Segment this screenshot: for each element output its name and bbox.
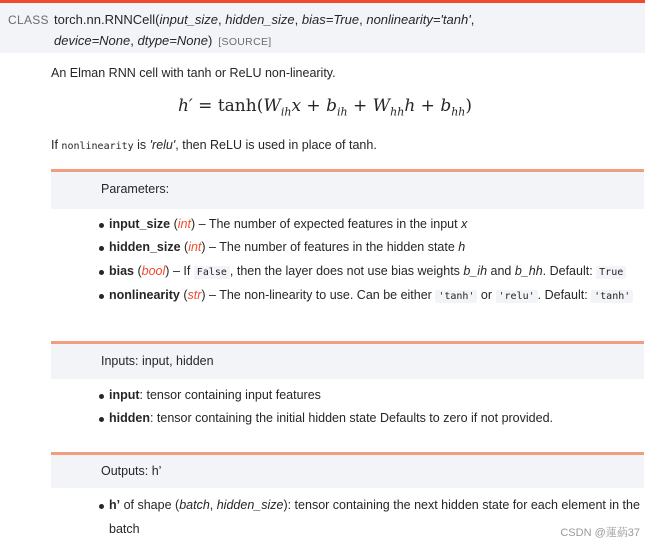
param-item-bias: bias (bool) – If False , then the layer does not use bias weights b_ih and b_hh. Default: True: [109, 264, 626, 278]
param-item-hidden-size: hidden_size (int) – The number of features in the hidden state h: [109, 240, 465, 254]
rnn-formula: $h' = \tanh(W_{ih}x + b_{ih} + W_{hh}h + b_{hh})$: [177, 96, 473, 119]
bullet-icon: [99, 504, 104, 509]
class-label: CLASS: [8, 13, 49, 27]
bullet-icon: [99, 223, 104, 228]
bullet-icon: [99, 394, 104, 399]
param-hidden-size: hidden_size: [225, 12, 295, 27]
parameters-label: Parameters:: [101, 182, 170, 196]
type-link[interactable]: bool: [141, 264, 166, 278]
inputs-list: [51, 379, 644, 439]
param-input-size: input_size: [159, 12, 219, 27]
class-signature: [0, 0, 645, 53]
param-bias: bias=True: [301, 12, 360, 27]
outputs-list: [51, 488, 644, 543]
signature-line-2: device=None, dtype=None) [SOURCE]: [54, 33, 272, 48]
relu-note: If nonlinearity is 'relu', then ReLU is used in place of tanh.: [51, 138, 377, 152]
parameters-header: [51, 169, 644, 209]
bullet-icon: [99, 270, 104, 275]
nonlinearity-code: nonlinearity: [61, 141, 134, 152]
param-device: device=None: [54, 33, 131, 48]
param-item-nonlinearity: nonlinearity (str) – The non-linearity to use. Can be either 'tanh' or 'relu' . Default: 'tanh': [109, 288, 633, 302]
bullet-icon: [99, 246, 104, 251]
bullet-icon: [99, 417, 104, 422]
class-description: An Elman RNN cell with tanh or ReLU non-linearity.: [51, 66, 336, 80]
type-link[interactable]: int: [188, 240, 202, 254]
source-link[interactable]: [SOURCE]: [218, 36, 272, 48]
input-item-hidden: hidden: tensor containing the initial hidden state Defaults to zero if not provided.: [109, 411, 553, 425]
output-item-h-continuation: batch: [109, 522, 140, 536]
outputs-header: [51, 452, 644, 488]
output-item-h: h’ of shape (batch, hidden_size): tensor containing the next hidden state for each element in the: [109, 498, 640, 512]
parameters-list: [51, 209, 644, 319]
inputs-header: [51, 341, 644, 379]
param-nonlinearity: nonlinearity='tanh': [366, 12, 471, 27]
type-link[interactable]: int: [177, 217, 191, 231]
class-name: torch.nn.RNNCell(: [54, 12, 160, 27]
input-item-input: input: tensor containing input features: [109, 388, 321, 402]
watermark: CSDN @蓮蒳37: [560, 527, 640, 539]
outputs-label: Outputs: h’: [101, 464, 162, 478]
type-link[interactable]: str: [187, 288, 202, 302]
inputs-label: Inputs: input, hidden: [101, 354, 214, 368]
signature-line-1: torch.nn.RNNCell(input_size, hidden_size, bias=True, nonlinearity='tanh',: [54, 12, 475, 27]
bullet-icon: [99, 294, 104, 299]
param-item-input-size: input_size (int) – The number of expected features in the input x: [109, 217, 467, 231]
param-dtype: dtype=None: [137, 33, 208, 48]
